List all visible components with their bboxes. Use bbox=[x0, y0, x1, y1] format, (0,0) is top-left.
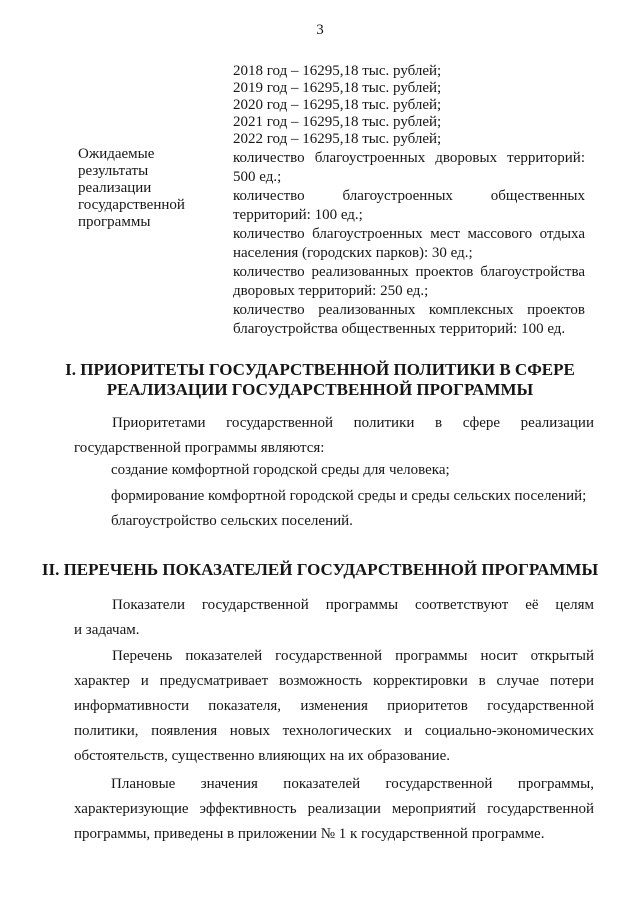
label-line: Ожидаемые bbox=[78, 146, 155, 162]
heading-line: I. ПРИОРИТЕТЫ ГОСУДАРСТВЕННОЙ ПОЛИТИКИ В СФЕРЕ bbox=[65, 360, 575, 379]
paragraph-line: Плановые значения показателей государственной программы, bbox=[111, 776, 594, 792]
budget-line: 2018 год – 16295,18 тыс. рублей; bbox=[233, 63, 442, 79]
section-heading: II. ПЕРЕЧЕНЬ ПОКАЗАТЕЛЕЙ ГОСУДАРСТВЕННОЙ ПРОГРАММЫ bbox=[41, 560, 599, 579]
paragraph bbox=[74, 772, 594, 847]
paragraph bbox=[74, 411, 594, 461]
page-number: 3 bbox=[316, 22, 324, 38]
section-heading bbox=[0, 360, 640, 400]
paragraph bbox=[74, 644, 594, 769]
paragraph-line: характеризующие эффективность реализации мероприятий государственной bbox=[74, 801, 594, 817]
paragraph-line: и задачам. bbox=[74, 622, 140, 638]
budget-line: 2022 год – 16295,18 тыс. рублей; bbox=[233, 131, 442, 147]
paragraph-line: Показатели государственной программы соответствуют её целям bbox=[112, 597, 594, 613]
result-item: количество благоустроенных общественных территорий: 100 ед.; bbox=[233, 188, 585, 223]
paragraph-line: Перечень показателей государственной программы носит открытый bbox=[112, 648, 594, 664]
result-item: количество благоустроенных мест массового отдыха населения (городских парков): 30 ед.; bbox=[233, 226, 585, 261]
label-line: программы bbox=[78, 214, 151, 230]
paragraph-line: Приоритетами государственной политики в сфере реализации bbox=[112, 415, 594, 431]
priority-item: создание комфортной городской среды для человека; bbox=[111, 462, 450, 478]
result-item: количество благоустроенных дворовых территорий: 500 ед.; bbox=[233, 150, 585, 185]
budget-line: 2019 год – 16295,18 тыс. рублей; bbox=[233, 80, 442, 96]
priority-item: формирование комфортной городской среды и среды сельских поселений; bbox=[111, 488, 587, 504]
paragraph bbox=[74, 593, 594, 643]
paragraph-line: информативности показателя, изменения приоритетов государственной bbox=[74, 698, 594, 714]
paragraph-line: политики, появления новых технологических и социально-экономических bbox=[74, 723, 594, 739]
expected-results-list bbox=[233, 149, 585, 339]
budget-line: 2020 год – 16295,18 тыс. рублей; bbox=[233, 97, 442, 113]
paragraph-line: характер и предусматривает возможность корректировки в случае потери bbox=[74, 673, 594, 689]
paragraph-line: государственной программы являются: bbox=[74, 440, 325, 456]
label-line: реализации bbox=[78, 180, 152, 196]
expected-results-label bbox=[78, 146, 208, 231]
heading-line: РЕАЛИЗАЦИИ ГОСУДАРСТВЕННОЙ ПРОГРАММЫ bbox=[106, 380, 534, 399]
result-item: количество реализованных проектов благоустройства дворовых территорий: 250 ед.; bbox=[233, 264, 585, 299]
label-line: результаты bbox=[78, 163, 149, 179]
budget-line: 2021 год – 16295,18 тыс. рублей; bbox=[233, 114, 442, 130]
priority-item: благоустройство сельских поселений. bbox=[111, 513, 353, 529]
label-line: государственной bbox=[78, 197, 185, 213]
paragraph-line: обстоятельств, существенно влияющих на их образование. bbox=[74, 748, 450, 764]
result-item: количество реализованных комплексных проектов благоустройства общественных территорий: 100 ед. bbox=[233, 302, 585, 337]
paragraph-line: программы, приведены в приложении № 1 к государственной программе. bbox=[74, 826, 545, 842]
